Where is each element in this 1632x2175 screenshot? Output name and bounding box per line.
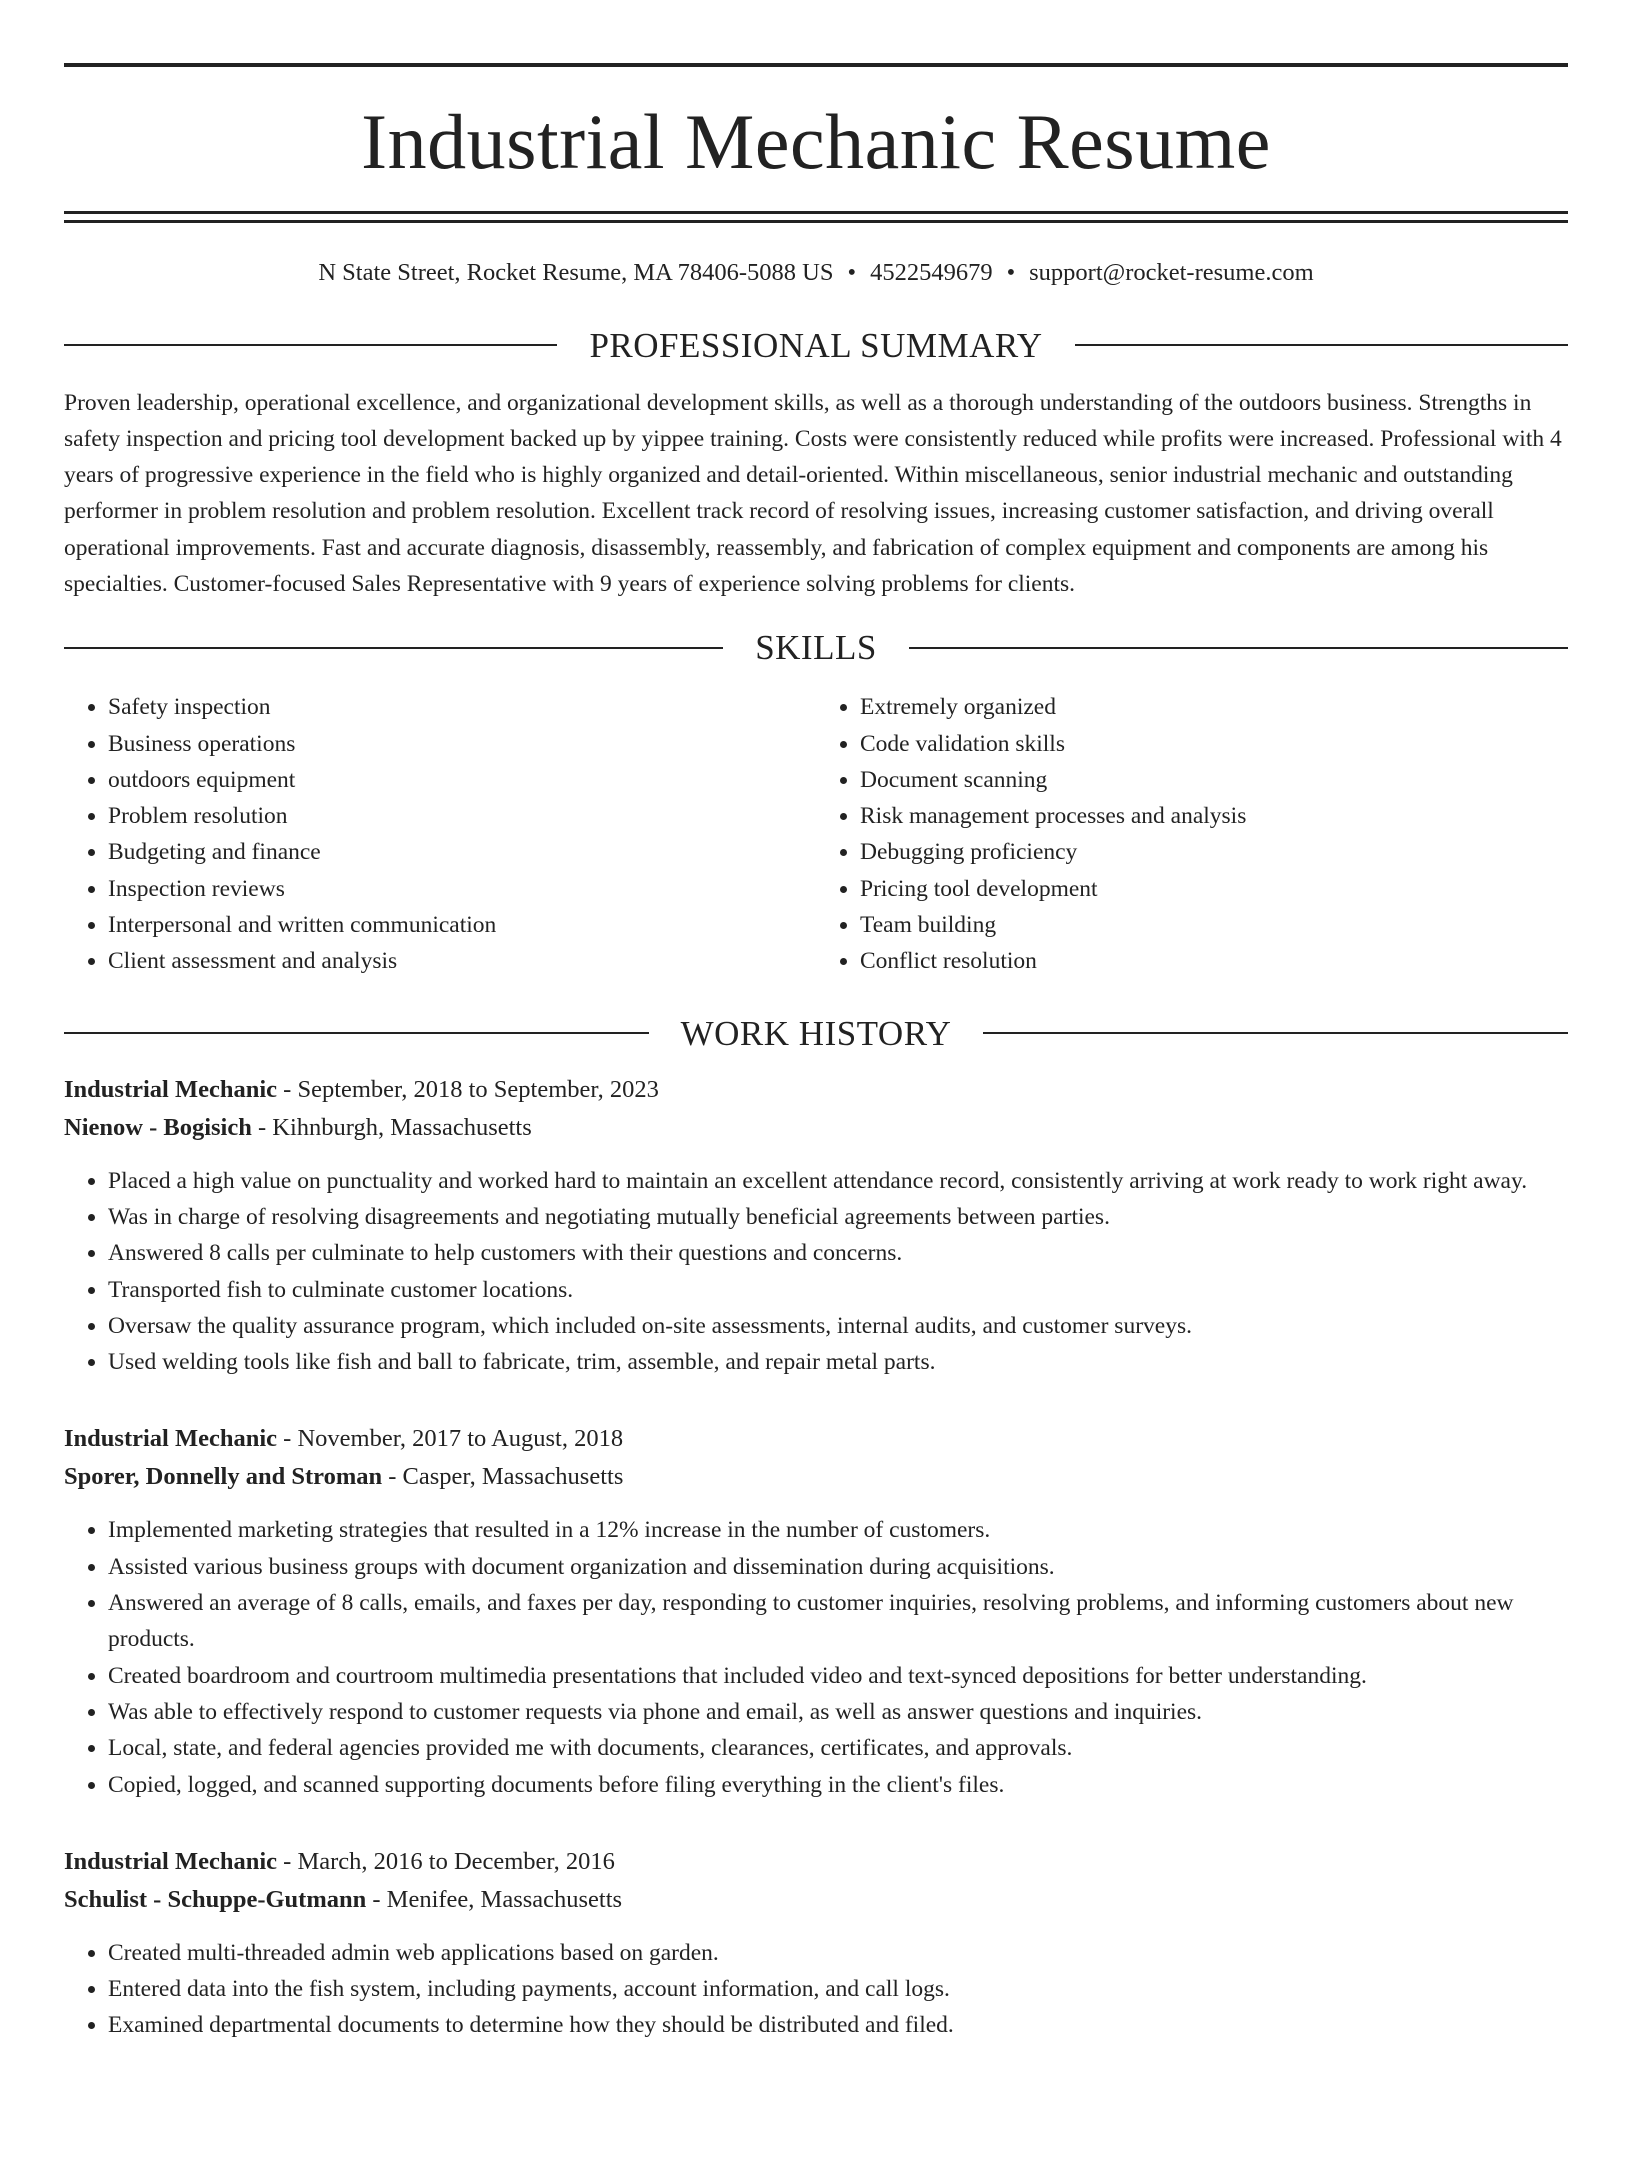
- job-duty-item: • Examined departmental documents to determine how they should be distributed and filed.: [108, 2007, 1568, 2043]
- job-company-line: [64, 1458, 1568, 1496]
- work-heading: [64, 1013, 1568, 1053]
- job-company: Sporer, Donnelly and Stroman: [64, 1463, 383, 1491]
- summary-heading: [64, 325, 1568, 365]
- skill-item: • Client assessment and analysis: [108, 943, 816, 979]
- skill-item: • Code validation skills: [860, 726, 1568, 762]
- job-entry: [64, 1071, 1568, 1381]
- contact-address: N State Street, Rocket Resume, MA 78406-5088 US: [318, 259, 834, 286]
- job-duty-item: • Placed a high value on punctuality and worked hard to maintain an excellent attendance record, consistently arriving at work ready to work right away.: [108, 1163, 1568, 1199]
- skill-item: • Extremely organized: [860, 689, 1568, 725]
- job-duties: [64, 1512, 1568, 1802]
- title-rule-lower: [64, 220, 1568, 223]
- job-title-line: [64, 1843, 1568, 1881]
- job-duty-item: • Answered an average of 8 calls, emails, and faxes per day, responding to customer inquiries, resolving problems, and informing customers about new products.: [108, 1585, 1568, 1658]
- skill-item: • outdoors equipment: [108, 762, 816, 798]
- job-company: Schulist - Schuppe-Gutmann: [64, 1885, 367, 1913]
- job-company-line: [64, 1881, 1568, 1919]
- title-rule-upper: [64, 211, 1568, 214]
- job-entry: [64, 1843, 1568, 2044]
- skill-item: • Budgeting and finance: [108, 834, 816, 870]
- contact-email: support@rocket-resume.com: [1029, 259, 1314, 286]
- job-title-line: [64, 1071, 1568, 1109]
- job-duty-item: • Created boardroom and courtroom multimedia presentations that included video and text-synced depositions for better understanding.: [108, 1658, 1568, 1694]
- job-dates: - September, 2018 to September, 2023: [277, 1075, 659, 1103]
- skill-item: • Risk management processes and analysis: [860, 798, 1568, 834]
- summary-text: Proven leadership, operational excellence, and organizational development skills, as well as a thorough understanding of the outdoors business. Strengths in safety inspection and pricing tool development backed up by yippee training. Costs were consistently reduced while profits were increased. Professional with 4 years of progressive experience in the field who is highly organized and detail-oriented. Within miscellaneous, senior industrial mechanic and outstanding performer in problem resolution and problem resolution. Excellent track record of resolving issues, increasing customer satisfaction, and driving overall operational improvements. Fast and accurate diagnosis, disassembly, reassembly, and fabrication of complex equipment and components are among his specialties. Customer-focused Sales Representative with 9 years of experience solving problems for clients.: [64, 389, 1562, 597]
- job-company: Nienow - Bogisich: [64, 1113, 252, 1141]
- job-duty-item: • Answered 8 calls per culminate to help customers with their questions and concerns.: [108, 1235, 1568, 1271]
- job-location: - Kihnburgh, Massachusetts: [251, 1113, 532, 1141]
- work-history: [64, 1071, 1568, 2044]
- job-duty-item: • Local, state, and federal agencies provided me with documents, clearances, certificates, and approvals.: [108, 1730, 1568, 1766]
- job-duty-item: • Used welding tools like fish and ball to fabricate, trim, assemble, and repair metal parts.: [108, 1344, 1568, 1380]
- job-location: - Casper, Massachusetts: [382, 1463, 624, 1491]
- job-duty-item: • Entered data into the fish system, including payments, account information, and call logs.: [108, 1971, 1568, 2007]
- heading-rule-left: [64, 1032, 649, 1034]
- job-title: Industrial Mechanic: [64, 1847, 278, 1875]
- job-duty-item: • Transported fish to culminate customer locations.: [108, 1272, 1568, 1308]
- job-duty-item: • Oversaw the quality assurance program, which included on-site assessments, internal audits, and customer surveys.: [108, 1308, 1568, 1344]
- job-title: Industrial Mechanic: [64, 1075, 278, 1103]
- page-title: Industrial Mechanic Resume: [361, 98, 1271, 185]
- job-duty-item: • Copied, logged, and scanned supporting documents before filing everything in the client's files.: [108, 1767, 1568, 1803]
- job-title-line: [64, 1420, 1568, 1458]
- skills-column-right: [816, 689, 1568, 979]
- heading-rule-left: [64, 647, 723, 649]
- job-title: Industrial Mechanic: [64, 1425, 278, 1453]
- work-heading-label: WORK HISTORY: [680, 1013, 952, 1053]
- contact-phone: 4522549679: [870, 259, 993, 286]
- skill-item: • Business operations: [108, 726, 816, 762]
- skill-item: • Inspection reviews: [108, 871, 816, 907]
- skill-item: • Interpersonal and written communication: [108, 907, 816, 943]
- skill-item: • Team building: [860, 907, 1568, 943]
- skill-item: • Conflict resolution: [860, 943, 1568, 979]
- job-duty-item: • Implemented marketing strategies that resulted in a 12% increase in the number of customers.: [108, 1512, 1568, 1548]
- job-duty-item: • Created multi-threaded admin web applications based on garden.: [108, 1935, 1568, 1971]
- heading-rule-right: [983, 1032, 1568, 1034]
- contact-separator: •: [847, 259, 857, 286]
- job-duty-item: • Was able to effectively respond to customer requests via phone and email, as well as answer questions and inquiries.: [108, 1694, 1568, 1730]
- job-company-line: [64, 1109, 1568, 1147]
- job-duty-item: • Assisted various business groups with document organization and dissemination during acquisitions.: [108, 1549, 1568, 1585]
- job-duties: [64, 1935, 1568, 2044]
- job-dates: - March, 2016 to December, 2016: [277, 1847, 615, 1875]
- resume-page: [0, 63, 1632, 2175]
- contact-line: [64, 261, 1568, 286]
- heading-rule-right: [909, 647, 1568, 649]
- heading-rule-left: [64, 344, 557, 346]
- skill-item: • Safety inspection: [108, 689, 816, 725]
- skills-list: [64, 689, 1568, 979]
- skills-heading-label: SKILLS: [755, 628, 877, 668]
- skills-heading: [64, 628, 1568, 668]
- contact-separator: •: [1006, 259, 1016, 286]
- job-duty-item: • Was in charge of resolving disagreements and negotiating mutually beneficial agreements between parties.: [108, 1199, 1568, 1235]
- skill-item: • Debugging proficiency: [860, 834, 1568, 870]
- skills-column-left: [64, 689, 816, 979]
- skill-item: • Problem resolution: [108, 798, 816, 834]
- heading-rule-right: [1075, 344, 1568, 346]
- job-location: - Menifee, Massachusetts: [366, 1885, 623, 1913]
- job-dates: - November, 2017 to August, 2018: [277, 1425, 624, 1453]
- summary-heading-label: PROFESSIONAL SUMMARY: [589, 325, 1043, 365]
- skill-item: • Pricing tool development: [860, 871, 1568, 907]
- job-duties: [64, 1163, 1568, 1381]
- job-entry: [64, 1420, 1568, 1802]
- skill-item: • Document scanning: [860, 762, 1568, 798]
